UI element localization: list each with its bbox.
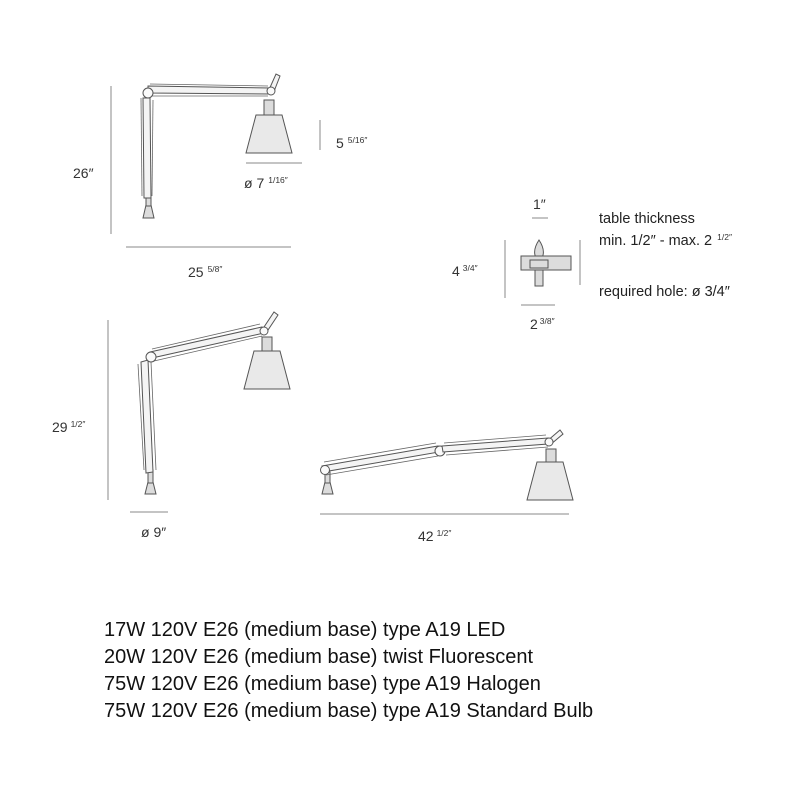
bulb-spec-item: 20W 120V E26 (medium base) twist Fluorescent (104, 646, 534, 668)
bracket-collar (530, 260, 548, 268)
mid-lamp-elbow-joint (146, 352, 156, 362)
lamp-view-middle (52, 312, 290, 540)
top-height-label: 26″ (73, 165, 94, 181)
required-hole-label: required hole: ø 3/4″ (599, 284, 730, 300)
top-lamp-elbow-joint (143, 88, 153, 98)
ext-lamp-upper-arm (442, 438, 548, 452)
shade-diameter-label: ø 7 $^{1/16''}$ (244, 175, 288, 191)
bulb-spec-list (104, 617, 593, 725)
table-thickness-label: table thickness (599, 211, 695, 227)
bulb-spec-item: 75W 120V E26 (medium base) type A19 Standard Bulb (104, 700, 594, 722)
ext-lamp-base-joint (321, 466, 330, 475)
mid-lamp-upper-arm (150, 327, 264, 358)
bracket-top-label: 1″ (533, 196, 546, 212)
top-lamp-lower-rod-2 (152, 100, 153, 196)
bracket-height-label: 4 $^{3/4''}$ (452, 263, 478, 279)
bracket-width-label: 2 $^{3/8''}$ (530, 316, 555, 332)
ext-lamp-shade (527, 462, 573, 500)
mid-height-label: 29 $^{1/2''}$ (52, 419, 86, 435)
lamp-view-top (73, 74, 367, 280)
bulb-spec-item: 17W 120V E26 (medium base) type A19 LED (104, 619, 506, 641)
extended-reach-label: 42 $^{1/2''}$ (418, 528, 452, 544)
top-reach-label: 25 $^{5/8''}$ (188, 264, 223, 280)
mid-lamp-base (145, 482, 156, 494)
shade-height-label: 5 $^{5/16''}$ (336, 135, 368, 151)
base-diameter-label: ø 9″ (141, 524, 167, 540)
mounting-bracket-detail (452, 196, 732, 332)
bulb-spec-item: 75W 120V E26 (medium base) type A19 Halogen (104, 673, 541, 695)
ext-lamp-socket (546, 449, 556, 462)
top-lamp-shade (246, 115, 292, 153)
mid-lamp-lower-arm (141, 360, 153, 473)
mid-lamp-socket (262, 337, 272, 351)
top-lamp-lower-arm (143, 98, 151, 198)
ext-lamp-head-joint (545, 438, 553, 446)
bracket-top-fitting (535, 240, 544, 258)
table-thickness-range: min. 1/2″ - max. 2 $^{1/2''}$ (599, 232, 732, 249)
top-lamp-head-joint (267, 87, 275, 95)
mid-lamp-shade (244, 351, 290, 389)
top-lamp-upper-arm (148, 86, 270, 94)
top-lamp-socket (264, 100, 274, 115)
top-lamp-base (143, 205, 154, 218)
top-lamp-lower-rod (141, 98, 142, 196)
lamp-view-extended (320, 430, 573, 544)
mid-lamp-head-joint (260, 327, 268, 335)
top-lamp-upper-rod (150, 84, 268, 86)
bracket-stem (535, 270, 543, 286)
ext-lamp-base (322, 482, 333, 494)
